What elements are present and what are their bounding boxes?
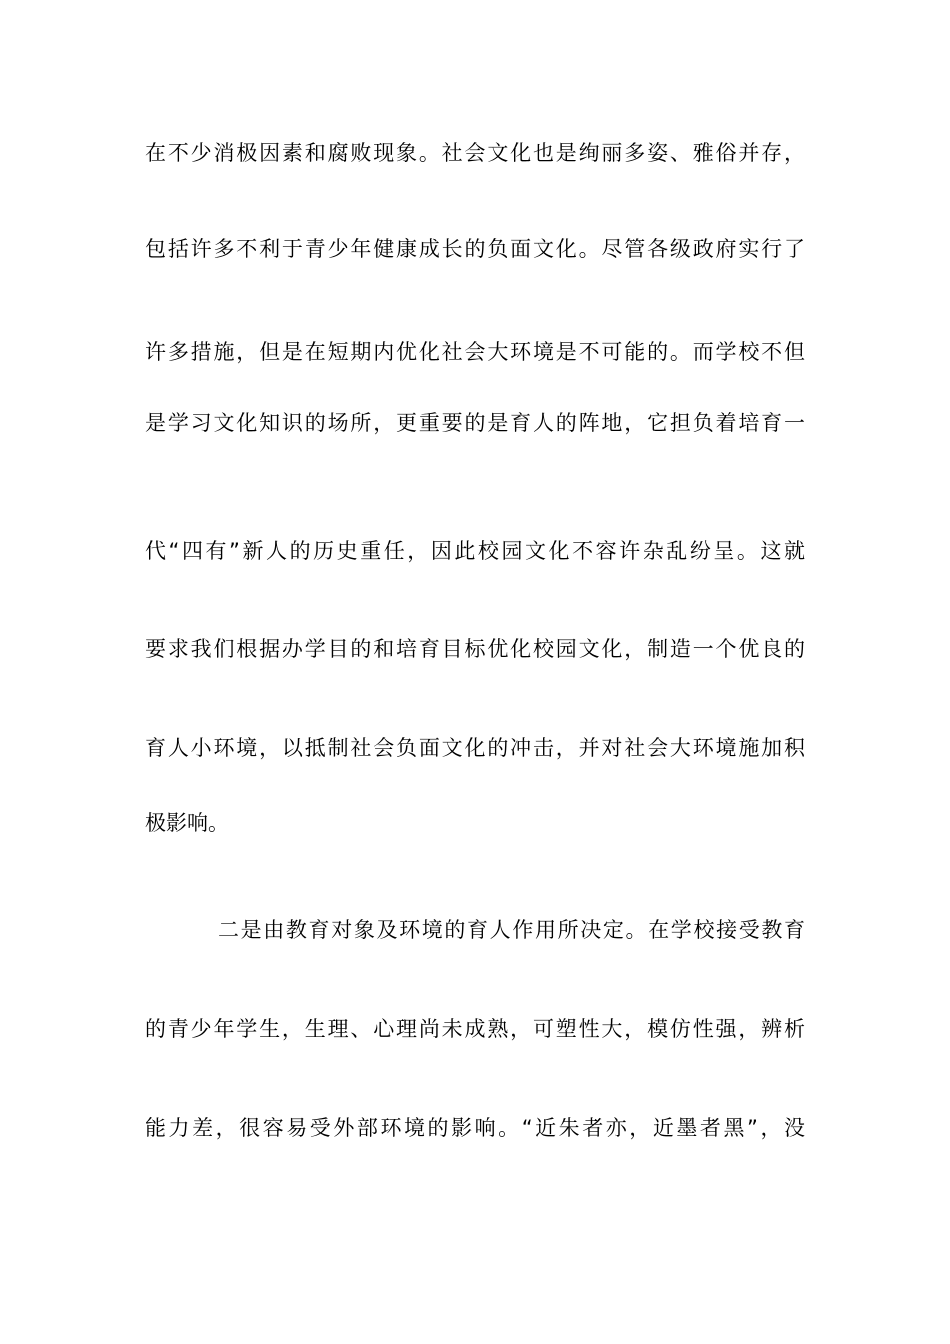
paragraph-last-line: 极影响。: [145, 811, 229, 835]
paragraph-line: 包括许多不利于青少年健康成长的负面文化。尽管各级政府实行了: [145, 237, 805, 261]
paragraph-line: 代“四有”新人的历史重任，因此校园文化不容许杂乱纷呈。这就: [145, 539, 805, 563]
paragraph-line: 能力差，很容易受外部环境的影响。“近朱者亦，近墨者黑”，没: [145, 1116, 805, 1140]
paragraph-line: 许多措施，但是在短期内优化社会大环境是不可能的。而学校不但: [145, 340, 805, 364]
paragraph-first-line: 二是由教育对象及环境的育人作用所决定。在学校接受教育: [218, 918, 805, 942]
paragraph-line: 是学习文化知识的场所，更重要的是育人的阵地，它担负着培育一: [145, 411, 805, 435]
paragraph-line: 的青少年学生，生理、心理尚未成熟，可塑性大，模仿性强，辨析: [145, 1017, 805, 1041]
paragraph-line: 育人小环境，以抵制社会负面文化的冲击，并对社会大环境施加积: [145, 736, 805, 760]
paragraph-line: 在不少消极因素和腐败现象。社会文化也是绚丽多姿、雅俗并存，: [145, 141, 805, 165]
paragraph-line: 要求我们根据办学目的和培育目标优化校园文化，制造一个优良的: [145, 637, 805, 661]
